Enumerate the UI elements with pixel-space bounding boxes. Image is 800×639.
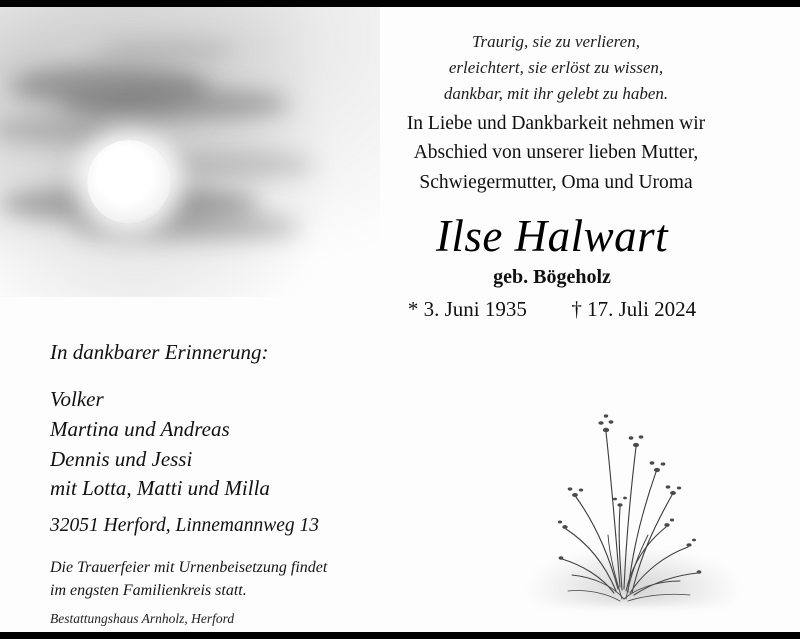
mourner-line: Martina und Andreas [50, 416, 230, 441]
mourner-line: mit Lotta, Matti und Milla [50, 476, 270, 501]
intro-line: Schwiegermutter, Oma und Uroma [419, 171, 693, 193]
family-address: 32051 Herford, Linnemannweg 13 [50, 515, 320, 536]
cloud-shape [165, 152, 315, 178]
ground-shadow [528, 548, 740, 606]
deceased-maiden-name: geb. Bögeholz [493, 266, 611, 288]
verse-line: dankbar, mit ihr gelebt zu haben. [443, 83, 669, 103]
memorial-verse [356, 29, 756, 106]
memorial-intro [356, 109, 756, 197]
birth-date: * 3. Juni 1935 [407, 297, 527, 321]
funeral-home-credit: Bestattungshaus Arnholz, Herford [50, 611, 235, 626]
death-date: † 17. Juli 2024 [571, 297, 697, 321]
intro-line: Abschied von unserer lieben Mutter, [413, 142, 699, 164]
ceremony-notice [50, 557, 410, 602]
deceased-name: Ilse Halwart [435, 211, 669, 261]
cloud-shape [95, 39, 235, 63]
mourner-line: Volker [50, 387, 104, 411]
memorial-card-body [0, 7, 800, 632]
verse-line: erleichtert, sie erlöst zu wissen, [448, 57, 664, 77]
mourner-line: Dennis und Jessi [50, 446, 193, 471]
moon-and-clouds-illustration [0, 7, 380, 297]
deceased-dates [352, 297, 752, 322]
grass-and-wildflowers-illustration [520, 337, 750, 612]
moon-icon [87, 140, 171, 224]
top-border-band [0, 0, 800, 7]
bottom-border-band [0, 632, 800, 639]
ceremony-line: Die Trauerfeier mit Urnenbeisetzung findet [50, 559, 328, 576]
intro-line: In Liebe und Dankbarkeit nehmen wir [406, 113, 706, 134]
mourners-list [50, 385, 270, 504]
memory-heading: In dankbarer Erinnerung: [50, 340, 269, 364]
verse-line: Traurig, sie zu verlieren, [472, 32, 640, 51]
ceremony-line: im engsten Familienkreis statt. [50, 581, 247, 599]
